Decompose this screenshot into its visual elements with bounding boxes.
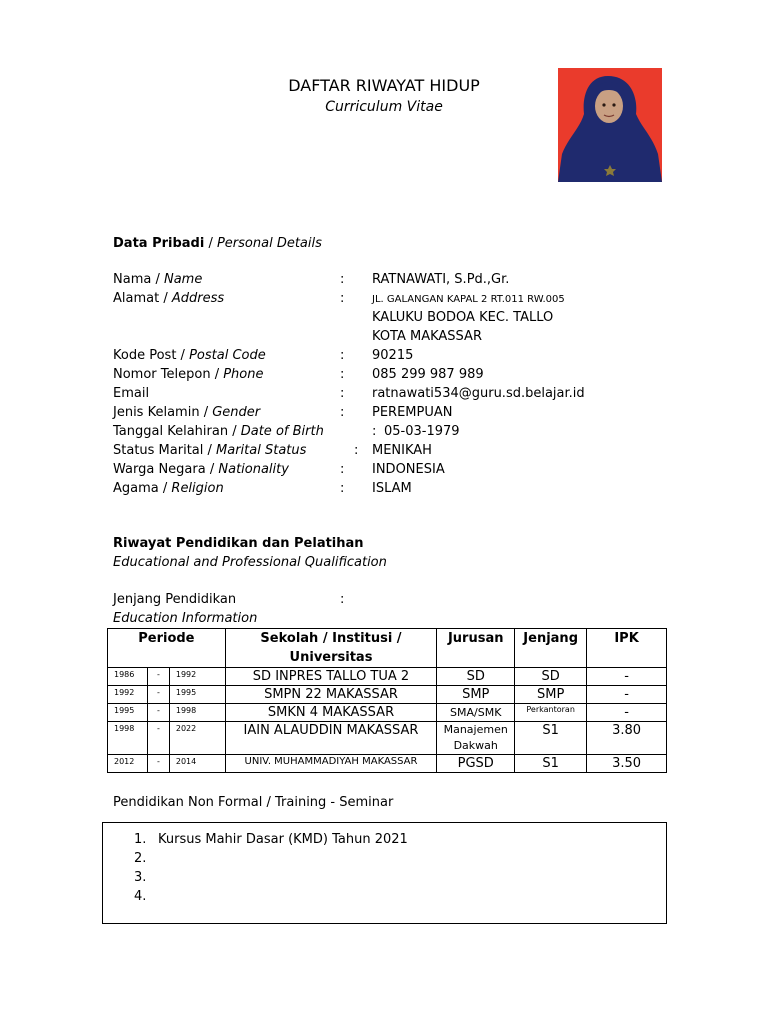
education-heading: Riwayat Pendidikan dan Pelatihan <box>113 536 364 551</box>
education-level-label: Jenjang Pendidikan <box>113 592 237 607</box>
marital-value: MENIKAH <box>372 443 432 458</box>
document-subtitle: Curriculum Vitae <box>325 99 443 115</box>
list-item: 4. <box>134 889 147 904</box>
personal-details-heading: Data Pribadi / Personal Details <box>113 236 322 251</box>
education-table-header <box>108 629 667 668</box>
religion-value: ISLAM <box>372 481 412 496</box>
address-line-2: KALUKU BODOA KEC. TALLO <box>372 310 554 325</box>
list-item: 3. <box>134 870 147 885</box>
email-value: ratnawati534@guru.sd.belajar.id <box>372 386 585 401</box>
phone-value: 085 299 987 989 <box>372 367 484 382</box>
nationality-value: INDONESIA <box>372 462 445 477</box>
table-row: 1995 - 1998 SMKN 4 MAKASSAR SMA/SMK Perkantoran - <box>108 704 667 722</box>
education-heading-en: Educational and Professional Qualification <box>113 555 387 570</box>
education-level-colon: : <box>340 592 345 607</box>
address-line-3: KOTA MAKASSAR <box>372 329 482 344</box>
table-row: 1998 - 2022 IAIN ALAUDDIN MAKASSAR Manajemen Dakwah S1 3.80 <box>108 722 667 755</box>
postal-value: 90215 <box>372 348 414 363</box>
table-row: 2012 - 2014 UNIV. MUHAMMADIYAH MAKASSAR PGSD S1 3.50 <box>108 755 667 773</box>
name-value: RATNAWATI, S.Pd.,Gr. <box>372 272 510 287</box>
column-header-ipk: IPK <box>587 629 667 668</box>
education-info-label: Education Information <box>113 611 258 626</box>
dob-value: 05-03-1979 <box>384 424 460 439</box>
education-table <box>107 628 667 773</box>
profile-photo-image <box>558 68 662 182</box>
document-title: DAFTAR RIWAYAT HIDUP <box>288 76 480 95</box>
column-header-sekolah: Sekolah / Institusi / Universitas <box>225 629 437 668</box>
table-row: 1986 - 1992 SD INPRES TALLO TUA 2 SD SD - <box>108 668 667 686</box>
list-item: 2. <box>134 851 147 866</box>
column-header-jurusan: Jurusan <box>437 629 515 668</box>
column-header-periode: Periode <box>108 629 226 668</box>
address-line-1: JL. GALANGAN KAPAL 2 RT.011 RW.005 <box>372 294 565 305</box>
gender-value: PEREMPUAN <box>372 405 453 420</box>
column-header-jenjang: Jenjang <box>515 629 587 668</box>
profile-photo <box>558 68 662 182</box>
list-item: 1. Kursus Mahir Dasar (KMD) Tahun 2021 <box>134 832 408 847</box>
table-row: 1992 - 1995 SMPN 22 MAKASSAR SMP SMP - <box>108 686 667 704</box>
nonformal-list-box <box>102 822 667 924</box>
nonformal-heading: Pendidikan Non Formal / Training - Seminar <box>113 795 394 810</box>
